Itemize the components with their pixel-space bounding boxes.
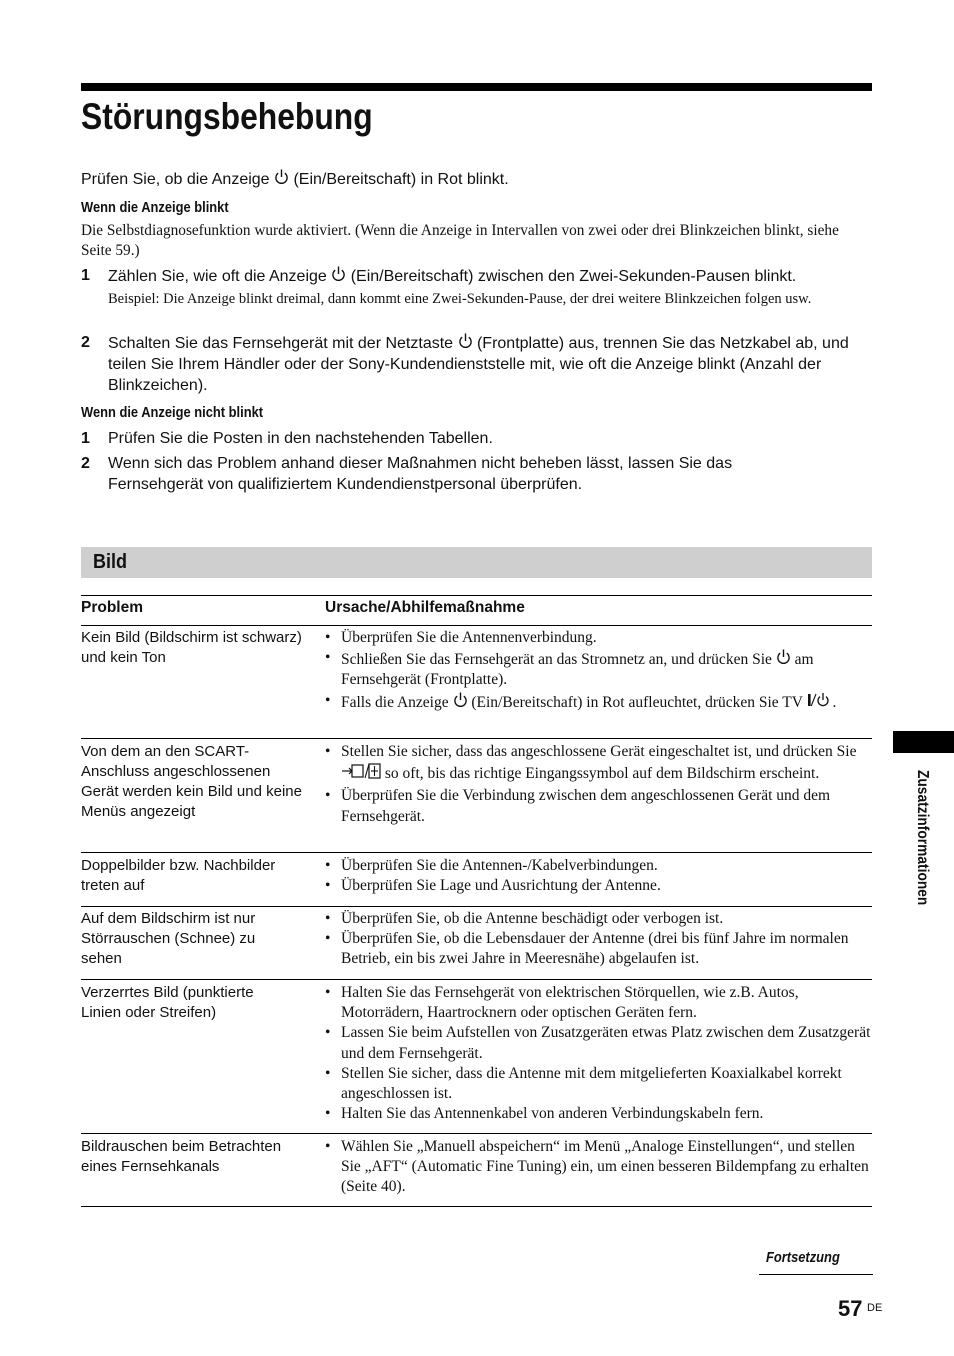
- table-cell-cause: [324, 856, 872, 896]
- table-cell-problem: Kein Bild (Bildschirm ist schwarz) und kein Ton: [81, 629, 302, 666]
- table-cell-cause: [324, 909, 872, 970]
- step-number: 1: [81, 267, 90, 284]
- power-icon: [331, 265, 346, 283]
- step-text: Wenn sich das Problem anhand dieser Maßnahmen nicht beheben lässt, lassen Sie das Fernsehgerät von qualifiziertem Kundendienstpersonal überprüfen.: [108, 455, 733, 493]
- step-text-before: Schalten Sie das Fernsehgerät mit der Netztaste: [108, 335, 458, 352]
- table-cell-cause: [324, 983, 872, 1124]
- step-number: 2: [81, 455, 90, 472]
- table-cell-problem: Von dem an den SCART-Anschluss angeschlossenen Gerät werden kein Bild und keine Menüs angezeigt: [81, 743, 302, 820]
- table-row-rule: [81, 979, 872, 980]
- table-row-rule: [81, 738, 872, 739]
- power-icon: [453, 691, 468, 709]
- step-text-after: (Ein/Bereitschaft) zwischen den Zwei-Sekunden-Pausen blinkt.: [346, 268, 797, 285]
- page-title: Störungsbehebung: [81, 96, 373, 137]
- step-number: 2: [81, 334, 90, 351]
- subheading-blinkt: Wenn die Anzeige blinkt: [81, 199, 229, 216]
- table-cell-problem: Verzerrtes Bild (punktierte Linien oder Streifen): [81, 984, 254, 1021]
- table-cell-cause: [324, 1137, 872, 1198]
- intro-text-before: Prüfen Sie, ob die Anzeige: [81, 171, 275, 188]
- side-tab-marker: [893, 731, 954, 753]
- step-text: [108, 265, 872, 287]
- cause-item: [324, 691, 872, 715]
- table-row-rule: [81, 906, 872, 907]
- table-cell-cause: [324, 628, 872, 715]
- cause-item: • Überprüfen Sie Lage und Ausrichtung der Antenne.: [324, 876, 872, 896]
- step-text: [108, 332, 872, 396]
- page-language: DE: [867, 1302, 883, 1314]
- table-header-cause: Ursache/Abhilfemaßnahme: [325, 599, 525, 616]
- cause-item: • Überprüfen Sie die Antennen-/Kabelverbindungen.: [324, 856, 872, 876]
- side-tab-text: Zusatzinformationen: [914, 770, 931, 906]
- continued-rule: [759, 1274, 873, 1275]
- section-title: Bild: [93, 551, 128, 573]
- cause-text-before: Falls die Anzeige: [341, 693, 453, 711]
- example-text: Beispiel: Die Anzeige blinkt dreimal, dann kommt eine Zwei-Sekunden-Pause, der drei weitere Blinkzeichen folgen usw.: [108, 291, 812, 307]
- cause-item: • Halten Sie das Antennenkabel von anderen Verbindungskabeln fern.: [324, 1104, 872, 1124]
- cause-item: [324, 648, 872, 690]
- table-header-problem: Problem: [81, 599, 144, 616]
- cause-text-after: so oft, bis das richtige Eingangssymbol auf dem Bildschirm erscheint.: [381, 765, 820, 783]
- cause-item: [324, 742, 872, 786]
- table-cell-problem: Doppelbilder bzw. Nachbilder treten auf: [81, 857, 276, 894]
- cause-item: • Überprüfen Sie die Antennenverbindung.: [324, 628, 872, 648]
- power-icon: [274, 168, 289, 186]
- table-row-rule: [81, 1133, 872, 1134]
- step-text-before: Zählen Sie, wie oft die Anzeige: [108, 268, 332, 285]
- side-tab-label: [912, 770, 934, 950]
- table-cell-problem: Bildrauschen beim Betrachten eines Fernsehkanals: [81, 1138, 282, 1175]
- cause-text-before: Stellen Sie sicher, dass das angeschlossene Gerät eingeschaltet ist, und drücken Sie: [341, 743, 857, 760]
- table-bottom-rule: [81, 1206, 872, 1207]
- power-icon: [776, 648, 791, 666]
- cause-item: • Halten Sie das Fernsehgerät von elektrischen Störquellen, wie z.B. Autos, Motorrädern, Haartrocknern oder optischen Geräten fern.: [324, 983, 872, 1023]
- cause-text-after: (Ein/Bereitschaft) in Rot aufleuchtet, drücken Sie TV: [467, 693, 807, 711]
- cause-text-end: .: [832, 693, 837, 711]
- page-number: 57: [838, 1296, 863, 1321]
- title-rule: [81, 83, 872, 91]
- table-row-rule: [81, 852, 872, 853]
- cause-item: • Überprüfen Sie, ob die Lebensdauer der Antenne (drei bis fünf Jahre im normalen Betrieb, ein bis zwei Jahre in Meeresnähe) abgelaufen ist.: [324, 929, 872, 969]
- cause-item: • Lassen Sie beim Aufstellen von Zusatzgeräten etwas Platz zwischen dem Zusatzgerät und dem Fernsehgerät.: [324, 1023, 872, 1063]
- step-text-after: (Frontplatte) aus, trennen Sie das Netzkabel ab, und teilen Sie Ihrem Händler oder der Sony-Kundendienststelle mit, wie oft die Anzeige blinkt (Anzahl der Blinkzeichen).: [108, 335, 849, 394]
- table-cell-cause: [324, 742, 872, 827]
- cause-text-before: Schließen Sie das Fernsehgerät an das Stromnetz an, und drücken Sie: [341, 651, 776, 669]
- step-number: 1: [81, 430, 90, 447]
- tv-standby-icon: [807, 691, 833, 715]
- intro-line: [81, 168, 871, 190]
- subheading-nicht-blinkt: Wenn die Anzeige nicht blinkt: [81, 404, 264, 421]
- cause-item: • Überprüfen Sie, ob die Antenne beschädigt oder verbogen ist.: [324, 909, 872, 929]
- power-icon: [458, 332, 473, 350]
- cause-item: • Überprüfen Sie die Verbindung zwischen dem angeschlossenen Gerät und dem Fernsehgerät.: [324, 786, 872, 826]
- cause-item: • Wählen Sie „Manuell abspeichern“ im Menü „Analoge Einstellungen“, und stellen Sie „AFT“ (Automatic Fine Tuning) ein, um einen besseren Bildempfang zu erhalten (Seite 40).: [324, 1137, 872, 1198]
- continued-label: Fortsetzung: [766, 1249, 840, 1266]
- step-text: Prüfen Sie die Posten in den nachstehenden Tabellen.: [108, 430, 493, 447]
- input-select-icon: [341, 762, 381, 786]
- table-header-rule: [81, 625, 872, 626]
- section-bar: [81, 547, 872, 578]
- cause-text-after: am Fernsehgerät (Frontplatte).: [341, 651, 814, 689]
- intro-text-after: (Ein/Bereitschaft) in Rot blinkt.: [289, 171, 509, 188]
- self-diagnosis-text: Die Selbstdiagnosefunktion wurde aktiviert. (Wenn die Anzeige in Intervallen von zwei oder drei Blinkzeichen blinkt, siehe Seite 59.): [81, 222, 839, 259]
- table-cell-problem: Auf dem Bildschirm ist nur Störrauschen (Schnee) zu sehen: [81, 910, 256, 967]
- cause-item: • Stellen Sie sicher, dass die Antenne mit dem mitgelieferten Koaxialkabel korrekt angeschlossen ist.: [324, 1064, 872, 1104]
